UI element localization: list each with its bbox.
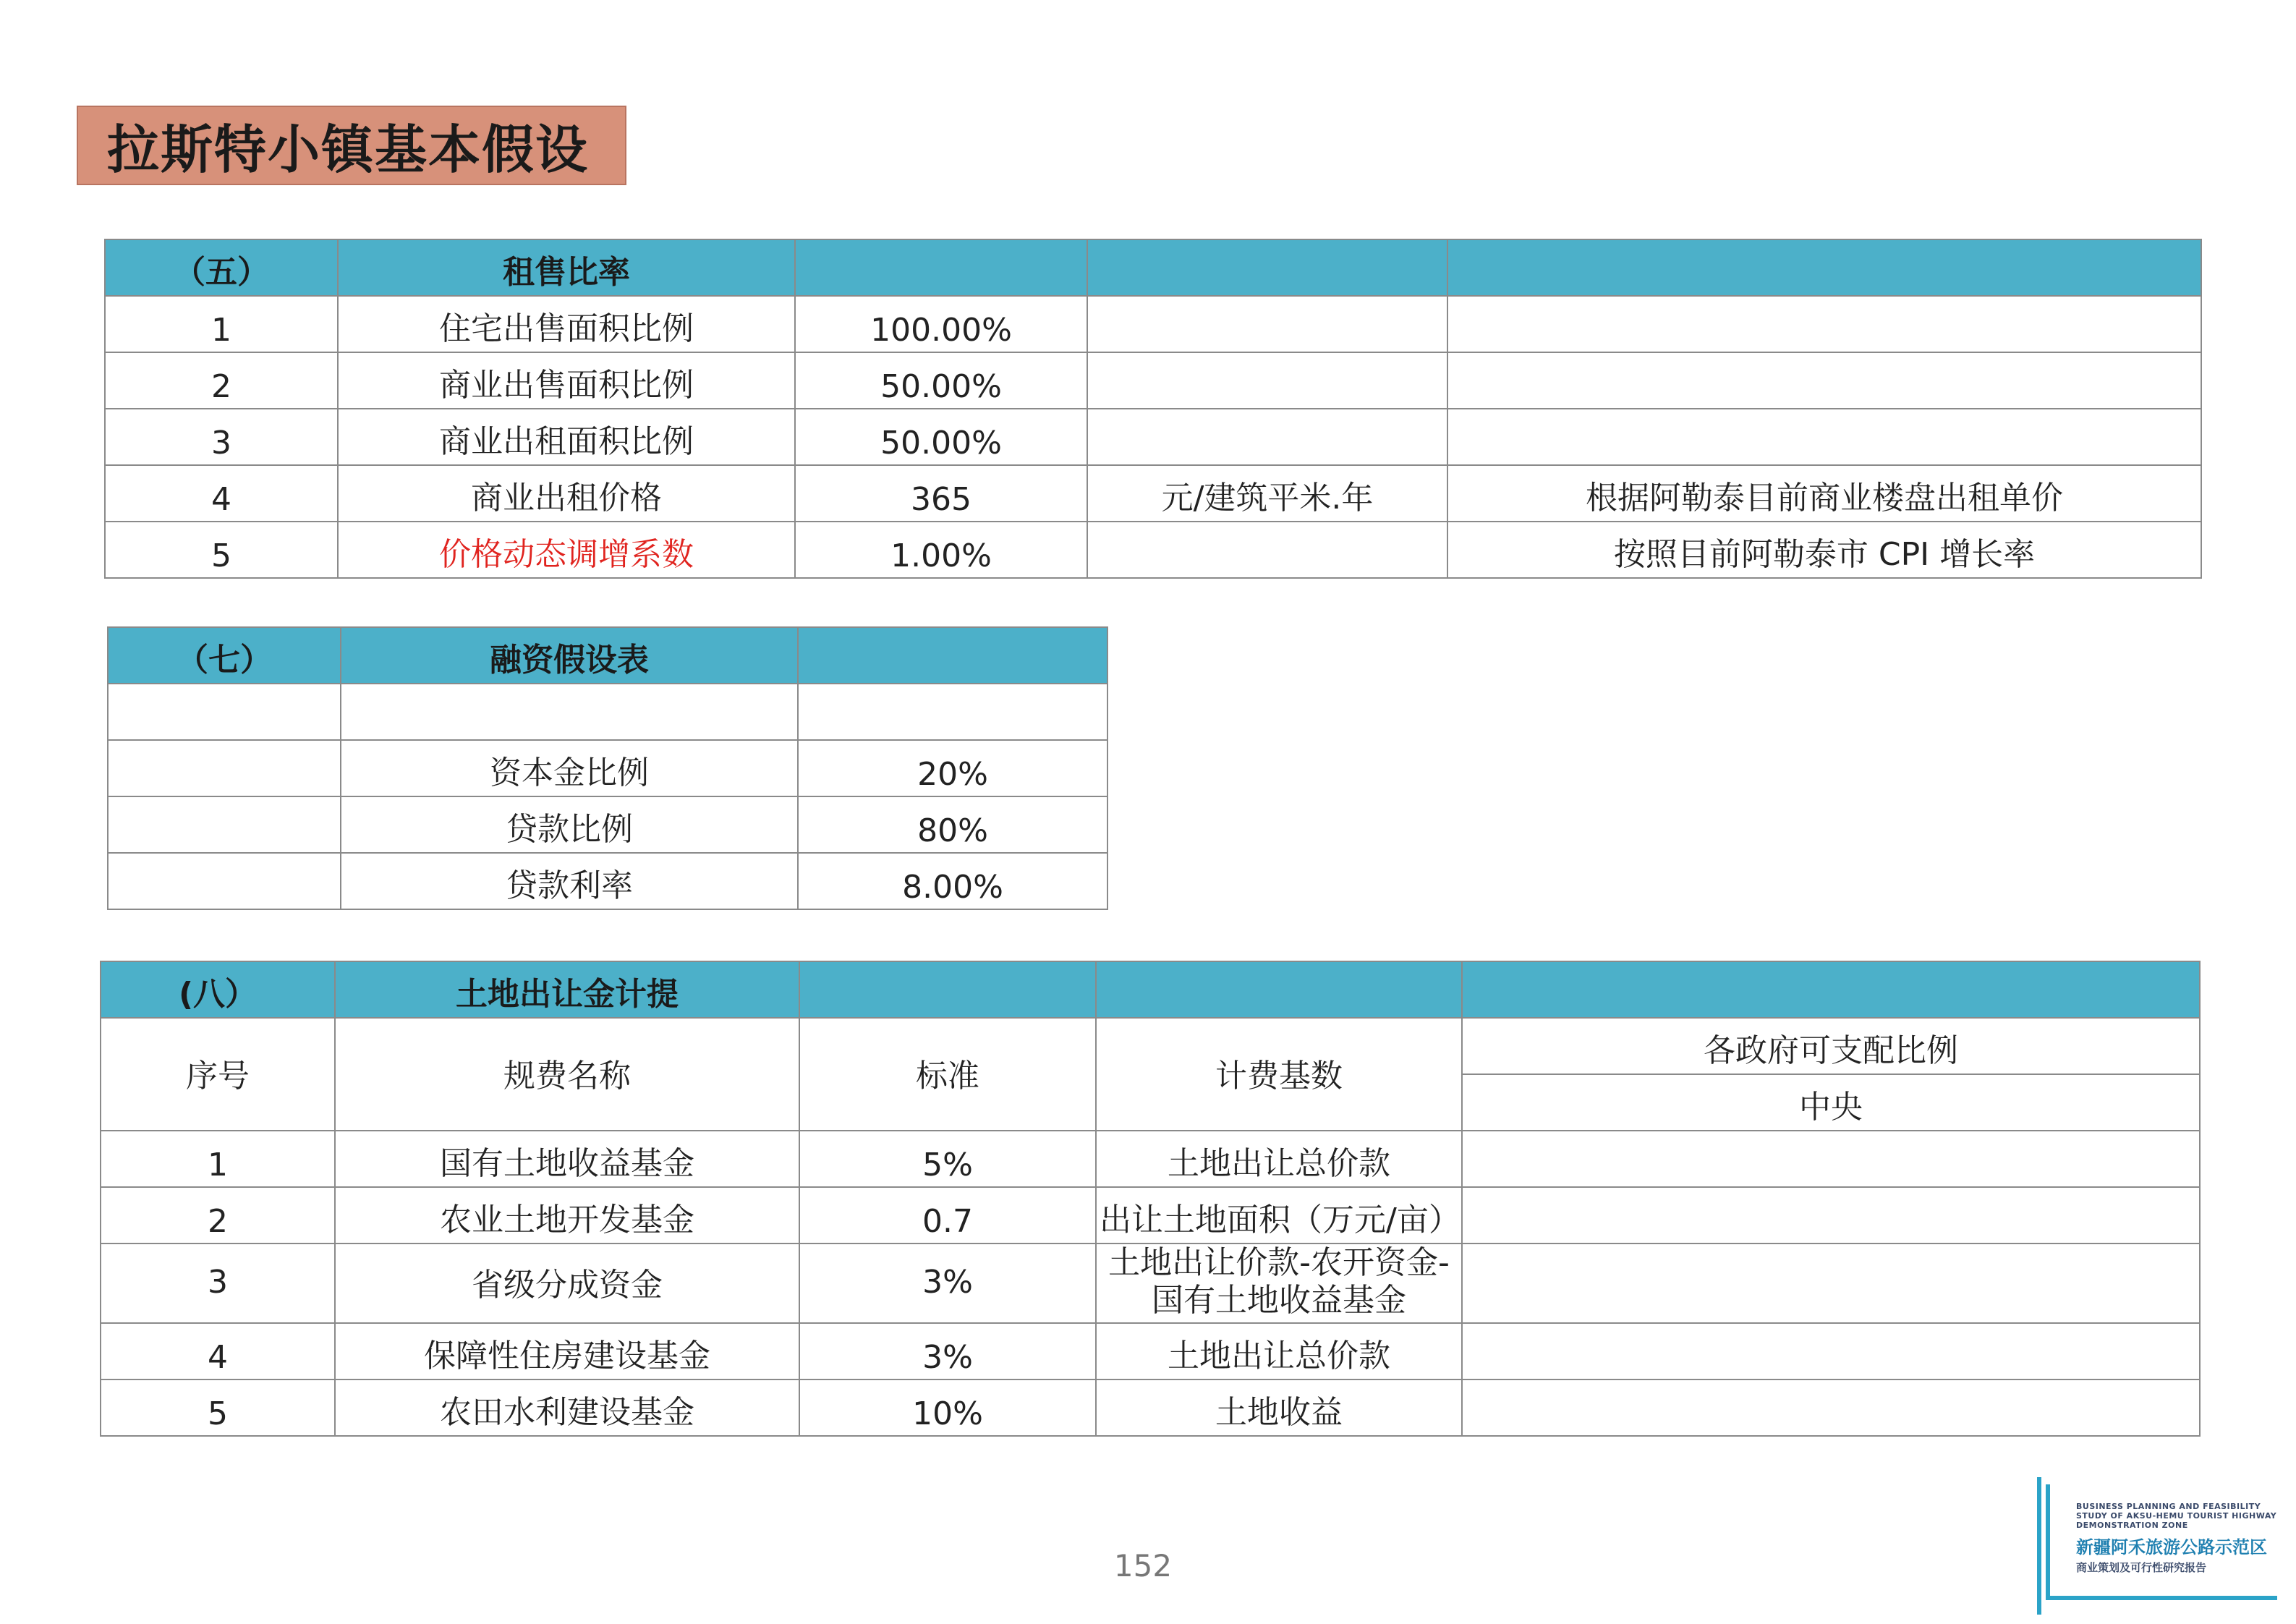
fee-central	[1462, 1187, 2200, 1243]
item-unit	[1087, 352, 1447, 409]
table-row	[108, 684, 1107, 740]
row-number: 1	[101, 1131, 335, 1187]
row-number	[108, 796, 341, 853]
fee-base: 土地收益	[1096, 1379, 1462, 1436]
header-cell: (八）	[101, 961, 335, 1018]
fee-standard: 3%	[799, 1243, 1096, 1323]
column-header-no: 序号	[101, 1018, 335, 1131]
item-value: 80%	[798, 796, 1107, 853]
table-header-row	[105, 239, 2201, 296]
column-header-central: 中央	[1462, 1074, 2200, 1131]
item-name: 住宅出售面积比例	[338, 296, 795, 352]
fee-standard: 10%	[799, 1379, 1096, 1436]
logo-frame	[2037, 1477, 2070, 1615]
fee-base: 出让土地面积（万元/亩）	[1096, 1187, 1462, 1243]
item-name: 贷款比例	[341, 796, 798, 853]
row-number: 1	[105, 296, 338, 352]
table-header-row	[108, 627, 1107, 684]
item-value: 365	[795, 465, 1087, 522]
page-title: 拉斯特小镇基本假设	[77, 106, 626, 185]
table-row	[108, 853, 1107, 909]
item-note	[1447, 352, 2201, 409]
table-row	[105, 296, 2201, 352]
row-number: 5	[105, 522, 338, 578]
fee-central	[1462, 1131, 2200, 1187]
item-note	[1447, 296, 2201, 352]
header-cell: 融资假设表	[341, 627, 798, 684]
table-row	[105, 522, 2201, 578]
item-note: 按照目前阿勒泰市 CPI 增长率	[1447, 522, 2201, 578]
row-number	[108, 684, 341, 740]
land-transfer-fee-table	[100, 961, 2201, 1437]
row-number: 3	[101, 1243, 335, 1323]
row-number	[108, 740, 341, 796]
item-value: 50.00%	[795, 352, 1087, 409]
column-header-base: 计费基数	[1096, 1018, 1462, 1131]
item-name	[341, 684, 798, 740]
item-value: 1.00%	[795, 522, 1087, 578]
header-cell	[1447, 239, 2201, 296]
fee-name: 农田水利建设基金	[335, 1379, 799, 1436]
table-row	[105, 465, 2201, 522]
item-value	[798, 684, 1107, 740]
item-value: 100.00%	[795, 296, 1087, 352]
row-number: 2	[105, 352, 338, 409]
item-name: 商业出租面积比例	[338, 409, 795, 465]
header-cell	[798, 627, 1107, 684]
header-cell	[795, 239, 1087, 296]
table-row	[105, 352, 2201, 409]
table-row	[101, 1131, 2200, 1187]
fee-name: 保障性住房建设基金	[335, 1323, 799, 1379]
report-logo	[2046, 1484, 2277, 1600]
fee-standard: 3%	[799, 1323, 1096, 1379]
row-number: 2	[101, 1187, 335, 1243]
item-value: 50.00%	[795, 409, 1087, 465]
logo-chinese-subtitle: 商业策划及可行性研究报告	[2076, 1561, 2207, 1574]
column-header-standard: 标准	[799, 1018, 1096, 1131]
header-cell: 租售比率	[338, 239, 795, 296]
column-header-row	[101, 1018, 2200, 1074]
fee-base: 土地出让价款-农开资金-国有土地收益基金	[1096, 1243, 1462, 1323]
fee-base: 土地出让总价款	[1096, 1323, 1462, 1379]
item-value: 20%	[798, 740, 1107, 796]
item-unit	[1087, 296, 1447, 352]
fee-name: 农业土地开发基金	[335, 1187, 799, 1243]
fee-central	[1462, 1379, 2200, 1436]
item-name: 商业出租价格	[338, 465, 795, 522]
item-note	[1447, 409, 2201, 465]
fee-name: 国有土地收益基金	[335, 1131, 799, 1187]
table-row	[101, 1243, 2200, 1323]
column-header-ratio: 各政府可支配比例	[1462, 1018, 2200, 1074]
page-number: 152	[1113, 1548, 1173, 1583]
header-cell	[1462, 961, 2200, 1018]
item-unit: 元/建筑平米.年	[1087, 465, 1447, 522]
row-number	[108, 853, 341, 909]
item-name: 资本金比例	[341, 740, 798, 796]
item-name: 商业出售面积比例	[338, 352, 795, 409]
column-header-name: 规费名称	[335, 1018, 799, 1131]
fee-base: 土地出让总价款	[1096, 1131, 1462, 1187]
fee-central	[1462, 1243, 2200, 1323]
row-number: 4	[101, 1323, 335, 1379]
table-header-row	[101, 961, 2200, 1018]
row-number: 4	[105, 465, 338, 522]
table-row	[101, 1187, 2200, 1243]
item-name: 贷款利率	[341, 853, 798, 909]
table-row	[101, 1323, 2200, 1379]
item-unit	[1087, 409, 1447, 465]
row-number: 5	[101, 1379, 335, 1436]
financing-assumptions-table	[107, 626, 1108, 910]
item-unit	[1087, 522, 1447, 578]
header-cell	[1087, 239, 1447, 296]
item-value: 8.00%	[798, 853, 1107, 909]
fee-central	[1462, 1323, 2200, 1379]
item-note: 根据阿勒泰目前商业楼盘出租单价	[1447, 465, 2201, 522]
fee-standard: 5%	[799, 1131, 1096, 1187]
header-cell: （七）	[108, 627, 341, 684]
table-row	[101, 1379, 2200, 1436]
row-number: 3	[105, 409, 338, 465]
fee-standard: 0.7	[799, 1187, 1096, 1243]
logo-english-title: BUSINESS PLANNING AND FEASIBILITY STUDY OF AKSU-HEMU TOURIST HIGHWAY DEMONSTRATION ZONE	[2076, 1502, 2277, 1530]
table-row	[108, 740, 1107, 796]
table-row	[105, 409, 2201, 465]
logo-chinese-title: 新疆阿禾旅游公路示范区	[2076, 1537, 2267, 1557]
fee-name: 省级分成资金	[335, 1243, 799, 1323]
header-cell: （五）	[105, 239, 338, 296]
header-cell	[799, 961, 1096, 1018]
header-cell	[1096, 961, 1462, 1018]
item-name-highlighted: 价格动态调增系数	[338, 522, 795, 578]
rent-sale-ratio-table	[104, 239, 2202, 579]
table-row	[108, 796, 1107, 853]
header-cell: 土地出让金计提	[335, 961, 799, 1018]
